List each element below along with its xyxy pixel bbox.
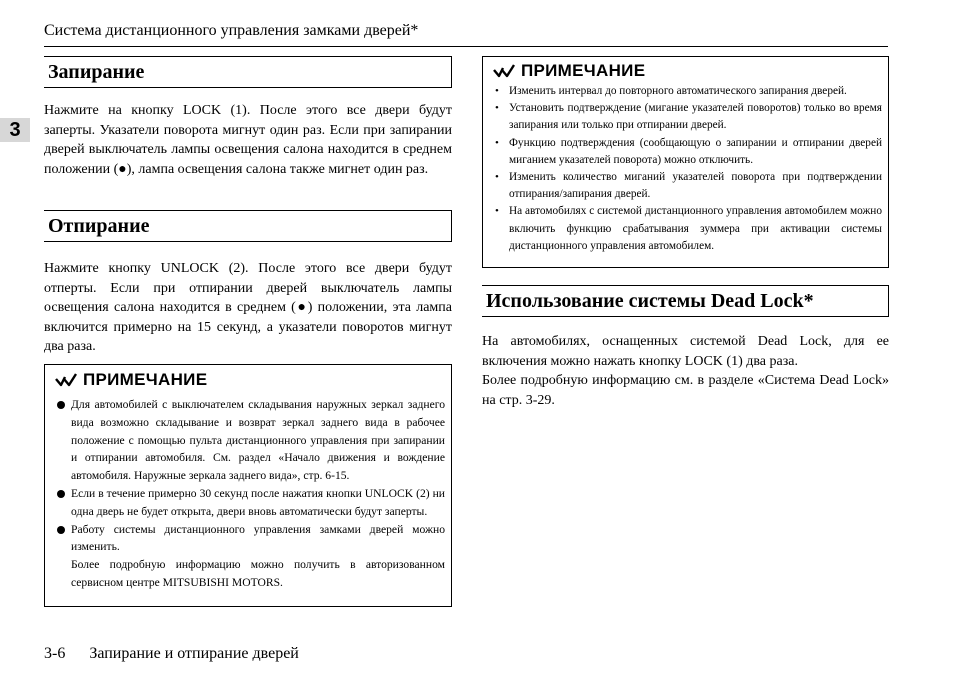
footer [44, 645, 299, 663]
note-item: • Функцию подтверждения (сообщающую о запирании и отпирании дверей миганием указателей поворота) можно отключить. [493, 135, 882, 169]
deadlock-heading: Использование системы Dead Lock* [482, 285, 889, 317]
note-item: • На автомобилях с системой дистанционного управления автомобилем можно включить функцию срабатывания зуммера при активации системы дистанционного управления автомобилем. [493, 203, 882, 255]
note-item: Если в течение примерно 30 секунд после нажатия кнопки UNLOCK (2) ни одна дверь не будет открыта, двери вновь автоматически будут заперты. [55, 485, 445, 521]
note-item-text: Работу системы дистанционного управления замками дверей можно изменить. [71, 522, 445, 554]
header-rule [44, 46, 888, 47]
unlock-heading: Отпирание [44, 210, 452, 242]
note-item: • Установить подтверждение (мигание указателей поворотов) только во время запирания или только при отпирании дверей. [493, 100, 882, 134]
unlock-paragraph: Нажмите кнопку UNLOCK (2). После этого все двери будут отперты. Если при отпирании дверей выключатель лампы освещения салона находится в среднем (●) положении, эта лампа включится примерно на 15 секунд, а указатели поворотов мигнут два раза. [44, 261, 452, 354]
note-item-extra: Более подробную информацию можно получить в авторизованном сервисном центре MITSUBISHI MOTORS. [71, 558, 445, 589]
header-title: Система дистанционного управления замками дверей* [44, 22, 419, 39]
note-list [493, 83, 882, 255]
note-item [55, 521, 445, 592]
lock-paragraph: Нажмите на кнопку LOCK (1). После этого все двери будут заперты. Указатели поворота мигнут один раз. Если при запирании дверей выключатель лампы освещения салона находится в среднем положении (●), лампа освещения салона также мигнет один раз. [44, 103, 452, 177]
note-header [55, 369, 445, 391]
note-box-left [44, 364, 452, 607]
note-item: Для автомобилей с выключателем складывания наружных зеркал заднего вида возможно складывание и возврат зеркал заднего вида в рабочее положение с помощью пульта дистанционного управления при запирании и отпирании автомобиля. См. раздел «Начало движения и вождение автомобиля. Наружные зеркала заднего вида», стр. 6-15. [55, 396, 445, 485]
note-title: ПРИМЕЧАНИЕ [521, 61, 646, 80]
deadlock-paragraph-1: На автомобилях, оснащенных системой Dead Lock, для ее включения можно нажать кнопку LOCK (1) два раза. [482, 334, 889, 369]
note-list [55, 396, 445, 592]
note-item: • Изменить интервал до повторного автоматического запирания дверей. [493, 83, 882, 100]
footer-section-title: Запирание и отпирание дверей [89, 645, 299, 662]
page-number: 3-6 [44, 645, 66, 662]
lock-heading: Запирание [44, 56, 452, 88]
note-box-right [482, 56, 889, 268]
note-item: • Изменить количество миганий указателей поворота при подтверждении отпирания/запирания дверей. [493, 169, 882, 203]
note-title: ПРИМЕЧАНИЕ [83, 370, 208, 389]
deadlock-paragraph-2: Более подробную информацию см. в разделе «Система Dead Lock» на стр. 3-29. [482, 373, 889, 408]
checkmark-icon [55, 373, 77, 387]
checkmark-icon [493, 64, 515, 78]
chapter-tab: 3 [0, 118, 30, 142]
note-header [493, 60, 882, 82]
